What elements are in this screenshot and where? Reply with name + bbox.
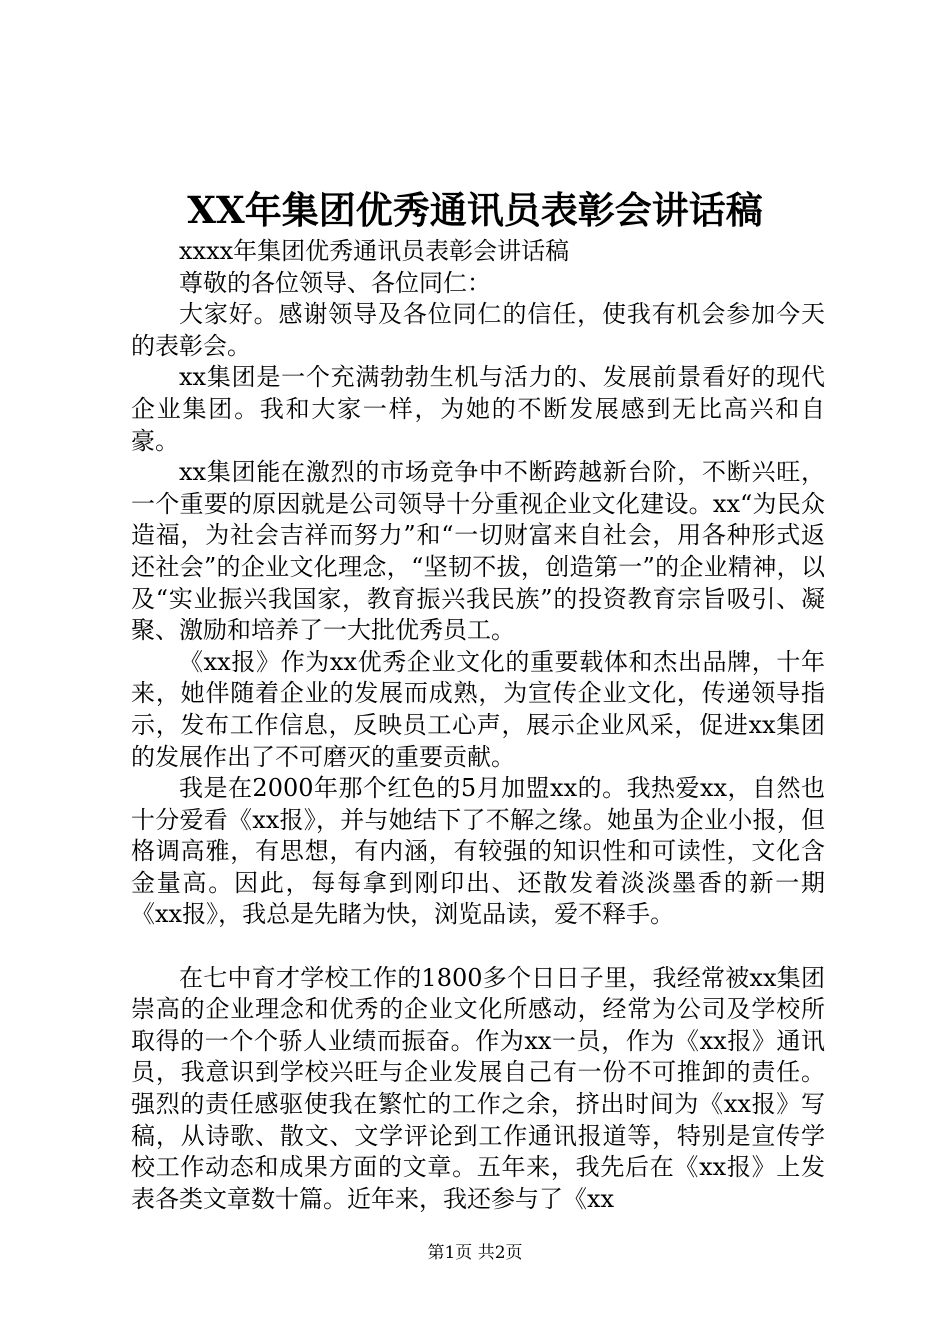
- paragraph: 《xx报》作为xx优秀企业文化的重要载体和杰出品牌，十年来，她伴随着企业的发展而成熟，为宣传企业文化，传递领导指示，发布工作信息，反映员工心声，展示企业风采，促进xx集团的发展作出了不可磨灭的重要贡献。: [131, 647, 825, 771]
- document-title: XX年集团优秀通讯员表彰会讲话稿: [187, 188, 763, 232]
- paragraph: 尊敬的各位领导、各位同仁：: [179, 268, 491, 297]
- paragraph: xx集团是一个充满勃勃生机与活力的、发展前景看好的现代企业集团。我和大家一样，为她的不断发展感到无比高兴和自豪。: [131, 363, 825, 455]
- paragraph: xx集团能在激烈的市场竞争中不断跨越新台阶，不断兴旺，一个重要的原因就是公司领导十分重视企业文化建设。xx“为民众造福，为社会吉祥而努力”和“一切财富来自社会，用各种形式返还社会”的企业文化理念，“坚韧不拔，创造第一”的企业精神，以及“实业振兴我国家，教育振兴我民族”的投资教育宗旨吸引、凝聚、激励和培养了一大批优秀员工。: [131, 458, 825, 645]
- paragraph: 我是在2000年那个红色的5月加盟xx的。我热爱xx，自然也十分爱看《xx报》，并与她结下了不解之缘。她虽为企业小报，但格调高雅，有思想，有内涵，有较强的知识性和可读性，文化含金量高。因此，每每拿到刚印出、还散发着淡淡墨香的新一期《xx报》，我总是先睹为快，浏览品读，爱不释手。: [131, 774, 825, 929]
- paragraph: 大家好。感谢领导及各位同仁的信任，使我有机会参加今天的表彰会。: [131, 300, 825, 360]
- document-body: [131, 236, 825, 1215]
- page-number: 第1页 共2页: [427, 1243, 523, 1263]
- paragraph: xxxx年集团优秀通讯员表彰会讲话稿: [179, 237, 570, 265]
- paragraph: 在七中育才学校工作的1800多个日日子里，我经常被xx集团崇高的企业理念和优秀的企业文化所感动，经常为公司及学校所取得的一个个骄人业绩而振奋。作为xx一员，作为《xx报》通讯员，我意识到学校兴旺与企业发展自己有一份不可推卸的责任。强烈的责任感驱使我在繁忙的工作之余，挤出时间为《xx报》写稿，从诗歌、散文、文学评论到工作通讯报道等，特别是宣传学校工作动态和成果方面的文章。五年来，我先后在《xx报》上发表各类文章数十篇。近年来，我还参与了《xx: [131, 963, 825, 1213]
